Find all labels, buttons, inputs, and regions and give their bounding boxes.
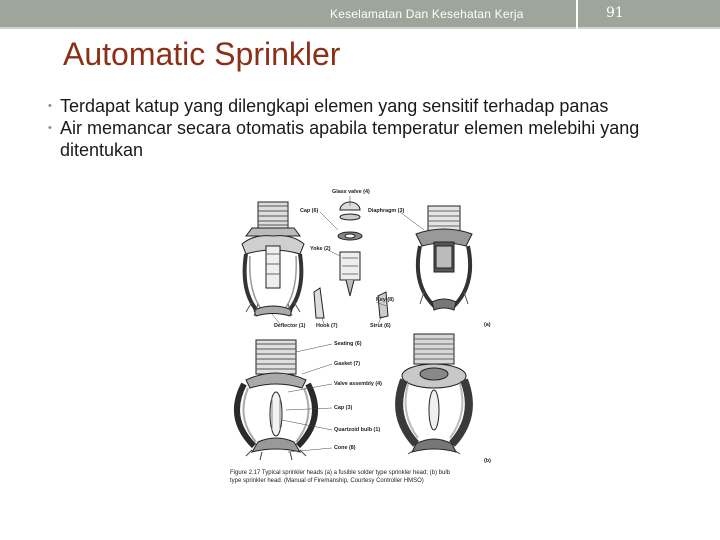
label-hook: Hook (7) xyxy=(316,323,338,329)
solder-sprinkler-illustration xyxy=(242,202,304,316)
label-gasket: Gasket (7) xyxy=(334,361,361,367)
label-diaphragm: Diaphragm (3) xyxy=(368,208,405,214)
sprinkler-figure xyxy=(228,184,508,484)
figure-caption-line1: Figure 2.17 Typical sprinkler heads (a) a fusible solder type sprinkler head; (b) bulb xyxy=(230,470,451,476)
panel-label-a: (a) xyxy=(484,322,491,328)
bullet-item xyxy=(48,95,708,117)
label-cap-a: Cap (6) xyxy=(300,208,319,214)
bullet-dot-icon: • xyxy=(48,100,52,112)
label-deflector: Deflector (1) xyxy=(274,323,306,329)
label-valve-assembly: Valve assembly (4) xyxy=(334,381,382,387)
figure-caption-line2: type sprinkler head. (Manual of Firemanship, Courtesy Controller HMSO) xyxy=(230,478,424,484)
label-seating: Seating (6) xyxy=(334,341,362,347)
label-yoke: Yoke (2) xyxy=(310,246,331,252)
header-title: Keselamatan Dan Kesehatan Kerja xyxy=(330,7,524,21)
page-number: 91 xyxy=(606,5,624,21)
label-cone: Cone (8) xyxy=(334,445,356,451)
bulb-sprinkler-illustration xyxy=(237,340,315,460)
header-underline xyxy=(0,27,720,29)
bullet-list xyxy=(48,95,708,161)
header-divider xyxy=(576,0,578,29)
label-cap-b: Cap (3) xyxy=(334,405,353,411)
bullet-text: Air memancar secara otomatis apabila temperatur elemen melebihi yang ditentukan xyxy=(60,118,640,160)
bullet-text: Terdapat katup yang dilengkapi elemen yang sensitif terhadap panas xyxy=(60,96,609,116)
bullet-item xyxy=(48,117,708,161)
bullet-dot-icon: • xyxy=(48,122,52,134)
panel-label-b: (b) xyxy=(484,458,491,464)
label-glass-valve: Glass valve (4) xyxy=(332,189,370,195)
bulb-sprinkler-photo-illustration xyxy=(399,334,469,454)
label-key: Key (8) xyxy=(376,297,394,303)
label-strut: Strut (6) xyxy=(370,323,391,329)
label-quartzoid-bulb: Quartzoid bulb (1) xyxy=(334,427,381,433)
cutaway-sprinkler-illustration xyxy=(416,206,472,310)
slide-title: Automatic Sprinkler xyxy=(63,36,341,72)
